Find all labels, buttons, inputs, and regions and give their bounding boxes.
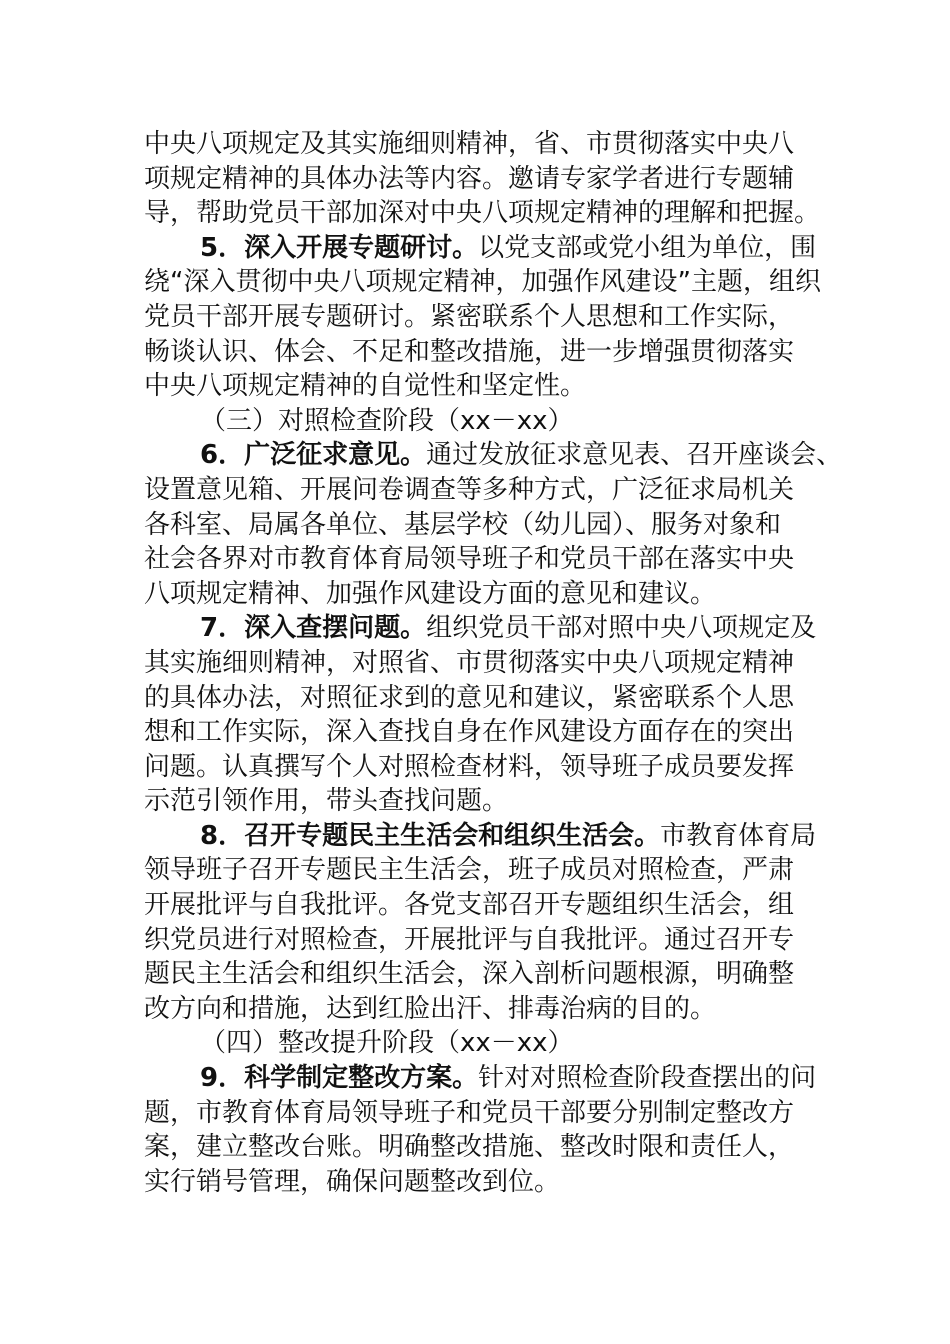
text-line: 中央八项规定精神的自觉性和坚定性。 (144, 371, 587, 402)
text-line: 其实施细则精神，对照省、市贯彻落实中央八项规定精神 (144, 647, 795, 678)
text-line: 八项规定精神、加强作风建设方面的意见和建议。 (144, 578, 717, 609)
text-line: 绕“深入贯彻中央八项规定精神，加强作风建设”主题，组织 (144, 267, 821, 298)
section-5-title: 5．深入开展专题研讨。 (200, 232, 479, 263)
section-8-text: 市教育体育局 (660, 820, 817, 851)
text-line: 中央八项规定及其实施细则精神，省、市贯彻落实中央八 (144, 129, 795, 159)
text-line: 党员干部开展专题研讨。紧密联系个人思想和工作实际， (144, 301, 795, 332)
section-7-text: 组织党员干部对照中央八项规定及 (426, 613, 817, 644)
text-line: 畅谈认识、体会、不足和整改措施，进一步增强贯彻落实 (144, 336, 795, 367)
section-7-heading-line (144, 611, 817, 646)
text-line: 领导班子召开专题民主生活会，班子成员对照检查，严肃 (144, 855, 795, 886)
text-line: 项规定精神的具体办法等内容。邀请专家学者进行专题辅 (144, 163, 795, 194)
text-line: 设置意见箱、开展问卷调查等多种方式，广泛征求局机关 (144, 474, 795, 505)
text-line: 题，市教育体育局领导班子和党员干部要分别制定整改方 (144, 1097, 795, 1128)
section-8-heading-line (144, 819, 817, 854)
section-8-title: 8．召开专题民主生活会和组织生活会。 (200, 820, 661, 851)
section-5-text: 以党支部或党小组为单位，围 (478, 232, 817, 263)
text-line: 问题。认真撰写个人对照检查材料，领导班子成员要发挥 (144, 751, 795, 782)
text-line: 示范引领作用，带头查找问题。 (144, 786, 509, 817)
section-6-heading-line (144, 438, 843, 473)
section-9-text: 针对对照检查阶段查摆出的问 (478, 1063, 817, 1094)
text-line: 开展批评与自我批评。各党支部召开专题组织生活会，组 (144, 890, 795, 921)
text-line: 织党员进行对照检查，开展批评与自我批评。通过召开专 (144, 924, 795, 955)
text-line: 实行销号管理，确保问题整改到位。 (144, 1166, 561, 1197)
section-9-heading-line (144, 1061, 817, 1096)
text-line: 各科室、局属各单位、基层学校（幼儿园）、服务对象和 (144, 509, 782, 540)
section-9-title: 9．科学制定整改方案。 (200, 1063, 479, 1094)
text-line: 改方向和措施，达到红脸出汗、排毒治病的目的。 (144, 993, 717, 1024)
text-line: 导，帮助党员干部加深对中央八项规定精神的理解和把握。 (144, 198, 821, 229)
stage-4-heading: （四）整改提升阶段（xx－xx） (200, 1028, 574, 1059)
document-body (144, 127, 843, 1199)
text-line: 题民主生活会和组织生活会，深入剖析问题根源，明确整 (144, 959, 795, 990)
section-6-title: 6．广泛征求意见。 (200, 440, 427, 471)
text-line: 的具体办法，对照征求到的意见和建议，紧密联系个人思 (144, 682, 795, 713)
section-7-title: 7．深入查摆问题。 (200, 613, 427, 644)
text-line: 社会各界对市教育体育局领导班子和党员干部在落实中央 (144, 544, 795, 575)
text-line: 想和工作实际，深入查找自身在作风建设方面存在的突出 (144, 717, 795, 748)
section-5-heading-line (144, 231, 817, 266)
stage-3-heading: （三）对照检查阶段（xx－xx） (200, 405, 574, 436)
text-line: 案，建立整改台账。明确整改措施、整改时限和责任人， (144, 1132, 795, 1163)
section-6-text: 通过发放征求意见表、召开座谈会、 (426, 440, 843, 471)
